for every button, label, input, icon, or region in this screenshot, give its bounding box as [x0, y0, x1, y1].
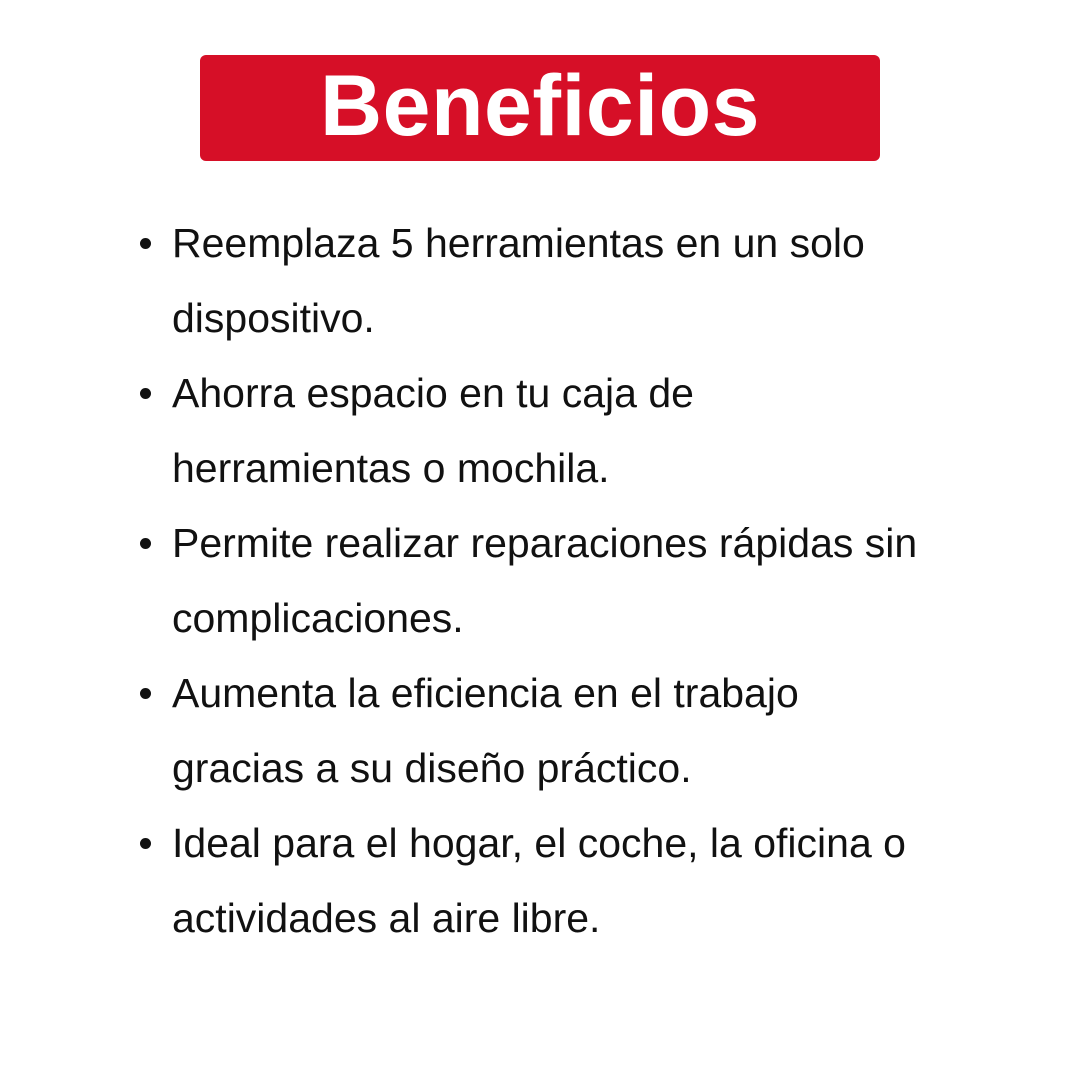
bullet-icon: [140, 538, 151, 549]
benefit-text-line: complicaciones.: [172, 595, 464, 641]
benefit-text-line: Permite realizar reparaciones rápidas sin: [172, 520, 918, 566]
bullet-icon: [140, 238, 151, 249]
benefits-list: [172, 206, 992, 956]
benefit-item: [172, 506, 992, 656]
benefit-text-line: Ideal para el hogar, el coche, la oficina o: [172, 820, 906, 866]
benefit-text-line: Ahorra espacio en tu caja de: [172, 370, 694, 416]
benefit-item: [172, 206, 992, 356]
benefit-text-line: actividades al aire libre.: [172, 895, 601, 941]
benefit-text-line: dispositivo.: [172, 295, 375, 341]
page-title: Beneficios: [320, 58, 760, 154]
bullet-icon: [140, 688, 151, 699]
benefit-text-line: gracias a su diseño práctico.: [172, 745, 692, 791]
benefit-text-line: Aumenta la eficiencia en el trabajo: [172, 670, 799, 716]
benefit-item: [172, 356, 992, 506]
benefit-item: [172, 806, 992, 956]
bullet-icon: [140, 838, 151, 849]
benefit-text-line: herramientas o mochila.: [172, 445, 610, 491]
benefit-text-line: Reemplaza 5 herramientas en un solo: [172, 220, 865, 266]
title-banner: [200, 55, 880, 161]
benefit-item: [172, 656, 992, 806]
bullet-icon: [140, 388, 151, 399]
